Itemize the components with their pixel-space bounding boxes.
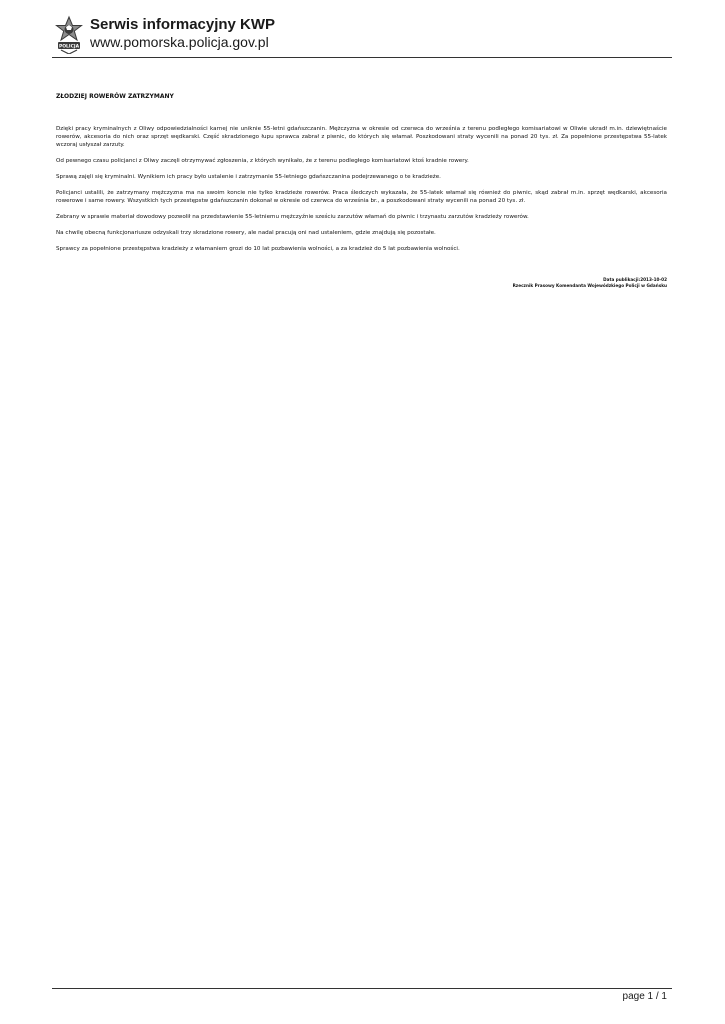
logo-text: POLICJA [58,44,80,50]
article-paragraph: Dzięki pracy kryminalnych z Oliwy odpowiedzialności karnej nie uniknie 55-letni gdańszczanin. Mężczyzna w okresie od czerwca do września z terenu podległego komisariatowi w Oliwie ukradł m.in. dziewiętnaście rowerów, akcesoria do nich oraz sprzęt wędkarski. Część skradzionego łupu sprawca zabrał z piwnic, do których się włamał. Poszkodowani straty wycenili na ponad 20 tys. zł. Za popełnione przestępstwa 55-latek wczoraj usłyszał zarzuty. [56,126,667,148]
publication-meta [513,277,667,288]
page-header [50,12,670,58]
article [56,93,667,261]
article-paragraph: Policjanci ustalili, że zatrzymany mężczyzna ma na swoim koncie nie tylko kradzieże rowerów. Praca śledczych wykazała, że 55-latek włamał się również do piwnic, skąd zabrał m.in. sprzęt wędkarski, akcesoria rowerowe i same rowery. Wszystkich tych przestępstw gdańszczanin dokonał w okresie od czerwca do września br., a poszkodowani straty wycenili na ponad 20 tys. zł. [56,190,667,204]
publication-author: Rzecznik Prasowy Komendanta Wojewódzkiego Policji w Gdańsku [512,282,667,288]
article-paragraph: Sprawcy za popełnione przestępstwa kradzieży z włamaniem grozi do 10 lat pozbawienia wolności, a za kradzież do 5 lat pozbawienia wolności. [56,246,460,252]
header-divider [52,57,672,58]
article-paragraph: Sprawą zajęli się kryminalni. Wynikiem ich pracy było ustalenie i zatrzymanie 55-letniego gdańszczanina podejrzewanego o te kradzieże. [56,174,441,180]
police-star-badge-icon [52,14,86,54]
page-number: page 1 / 1 [622,991,667,1002]
publication-date: Data publikacji:2013-10-02 [603,277,667,282]
article-paragraph: Od pewnego czasu policjanci z Oliwy zaczęli otrzymywać zgłoszenia, z których wynikało, że z terenu podległego komisariatowi ktoś kradnie rowery. [56,158,469,164]
site-url: www.pomorska.policja.gov.pl [90,34,269,50]
article-paragraph: Zebrany w sprawie materiał dowodowy pozwolił na przedstawienie 55-letniemu mężczyźnie sześciu zarzutów włamań do piwnic i trzynastu zarzutów kradzieży rowerów. [56,214,529,220]
article-title: ZŁODZIEJ ROWERÓW ZATRZYMANY [56,93,174,100]
site-title: Serwis informacyjny KWP [90,16,276,33]
article-paragraph: Na chwilę obecną funkcjonariusze odzyskali trzy skradzione rowery, ale nadal pracują oni nad ustaleniem, gdzie znajdują się pozostałe. [56,230,436,236]
footer-divider [52,988,672,989]
